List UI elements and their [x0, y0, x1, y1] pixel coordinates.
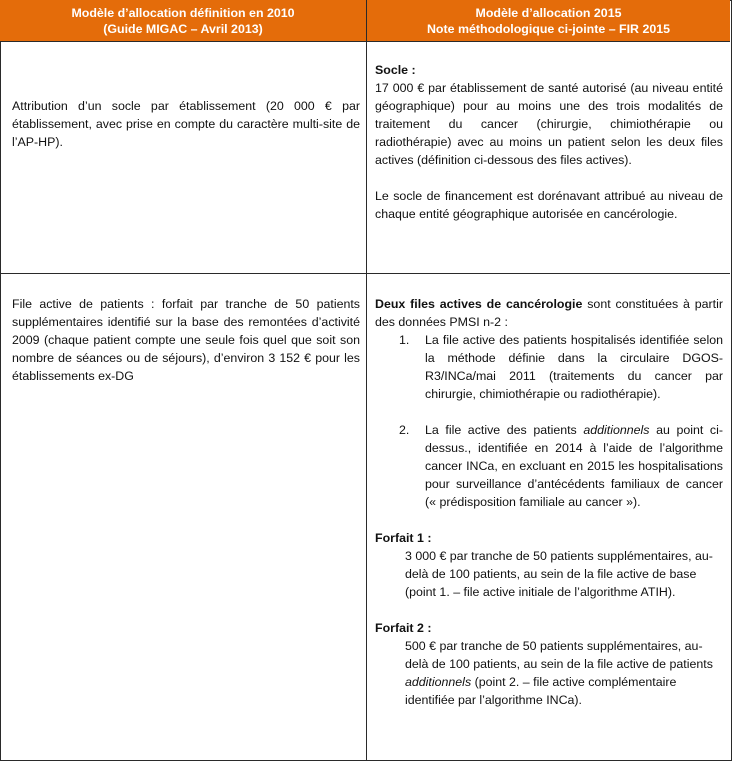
header-right-title: Modèle d’allocation 2015: [475, 6, 622, 20]
header-divider: [0, 41, 730, 42]
forfait1-heading: Forfait 1 :: [375, 531, 432, 545]
row2-left-cell: [12, 295, 360, 385]
files-actives-intro: [375, 295, 723, 331]
row1-left-text: Attribution d’un socle par établissement (20 000 € par établissement, avec prise en compte du caractère multi-site de l’AP-HP).: [12, 99, 360, 149]
header-left-subtitle: (Guide MIGAC – Avril 2013): [103, 22, 263, 36]
row-divider: [0, 273, 730, 274]
header-left-title: Modèle d’allocation définition en 2010: [71, 6, 295, 20]
socle-paragraph: 17 000 € par établissement de santé autorisé (au niveau entité géographique) pour au moins une des trois modalités de traitement du cancer (chirurgie, chimiothérapie ou radiothérapie) avec au moins un patient selon les deux files actives (définition ci-dessous des files actives).: [375, 81, 723, 167]
list-item-text: La file active des patients hospitalisés identifiée selon la méthode définie dans la circulaire DGOS-R3/INCa/mai 2011 (traitements du cancer par chirurgie, chimiothérapie ou radiothérapie).: [425, 333, 723, 401]
forfait2-heading: Forfait 2 :: [375, 621, 432, 635]
header-left: [0, 0, 366, 41]
list-item-number: 2.: [399, 423, 410, 437]
list-item: [375, 331, 723, 403]
socle-note: Le socle de financement est dorénavant attribué au niveau de chaque entité géographique autorisée en cancérologie.: [375, 189, 723, 221]
row1-left-cell: [12, 97, 360, 151]
files-actives-intro-bold: Deux files actives de cancérologie: [375, 297, 583, 311]
header-right-subtitle: Note méthodologique ci-jointe – FIR 2015: [426, 22, 671, 36]
forfait2-text: 500 € par tranche de 50 patients supplémentaires, au-delà de 100 patients, au sein de la file active de patients additionnels (point 2. – file active complémentaire identifiée par l’algorithme INCa).: [405, 639, 713, 707]
list-item-text: La file active des patients additionnels au point ci-dessus., identifiée en 2014 à l’aide de l’algorithme cancer INCa, en excluant en 2015 les hospitalisations pour surveillance d’antécédents familiaux de cancer (« prédisposition familiale au cancer »).: [425, 423, 723, 509]
list-item: [375, 421, 723, 511]
column-divider: [366, 0, 367, 760]
files-actives-intro-rest: sont constituées à partir des données PMSI n-2 :: [375, 297, 723, 329]
row2-right-cell: [375, 295, 723, 709]
row2-left-text: File active de patients : forfait par tranche de 50 patients supplémentaires identifié sur la base des remontées d’activité 2009 (chaque patient compte une seule fois quel que soit son nombre de séances ou de séjours), d’environ 3 152 € pour les établissements ex-DG: [12, 297, 360, 383]
row1-right-cell: [375, 61, 723, 223]
forfait1-text: 3 000 € par tranche de 50 patients supplémentaires, au-delà de 100 patients, au sein de la file active de base (point 1. – file active initiale de l’algorithme ATIH).: [405, 549, 713, 599]
socle-heading: Socle :: [375, 63, 416, 77]
list-item-number: 1.: [399, 333, 410, 347]
header-right: [367, 0, 730, 41]
